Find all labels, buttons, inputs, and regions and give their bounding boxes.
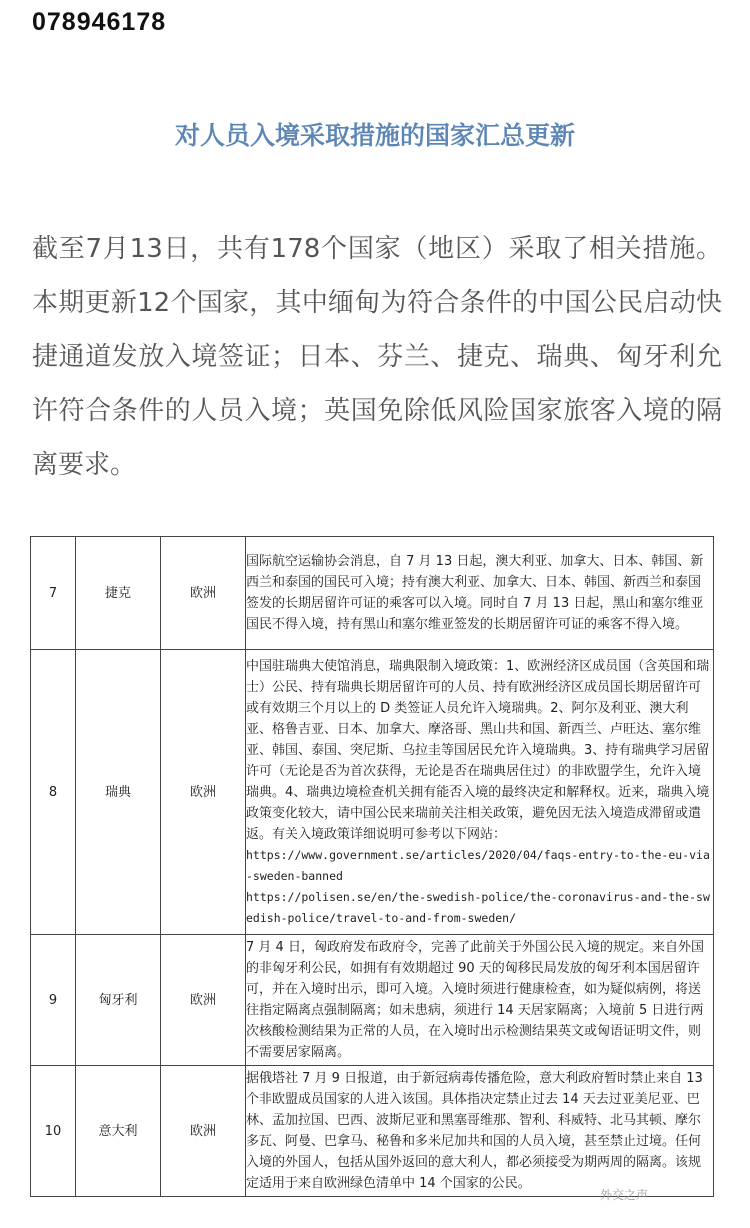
row-number: 10	[31, 1066, 76, 1197]
country-name: 匈牙利	[76, 935, 161, 1066]
measure-text: 7 月 4 日，匈政府发布政府令，完善了此前关于外国公民入境的规定。来自外国的非匈牙利公民，如拥有有效期超过 90 天的匈移民局发放的匈牙利本国居留许可，并在入境时出示，即可入境。入境时须进行健康检查，如为疑似病例，将送往指定隔离点强制隔离；如未患病，须进行 14 天居家隔离；入境前 5 日进行两次核酸检测结果为正常的人员，在入境时出示检测结果英文或匈语证明文件，则不需要居家隔离。	[246, 935, 714, 1066]
country-name: 捷克	[76, 537, 161, 650]
table-row	[31, 1066, 714, 1197]
row-number: 7	[31, 537, 76, 650]
country-name: 瑞典	[76, 650, 161, 935]
article-summary: 截至7月13日，共有178个国家（地区）采取了相关措施。本期更新12个国家，其中缅甸为符合条件的中国公民启动快捷通道发放入境签证；日本、芬兰、捷克、瑞典、匈牙利允许符合条件的人员入境；英国免除低风险国家旅客入境的隔离要求。	[32, 234, 722, 480]
row-number: 8	[31, 650, 76, 935]
document-id: 078946178	[32, 8, 167, 36]
country-name: 意大利	[76, 1066, 161, 1197]
row-number: 9	[31, 935, 76, 1066]
region-name: 欧洲	[161, 537, 246, 650]
measures-table-container	[30, 536, 714, 1197]
watermark: 外交之声	[600, 1188, 649, 1202]
measure-text: 据俄塔社 7 月 9 日报道，由于新冠病毒传播危险，意大利政府暂时禁止来自 13 个非欧盟成员国家的人进入该国。具体指决定禁止过去 14 天去过亚美尼亚、巴林、孟加拉国、巴西、波斯尼亚和黑塞哥维那、智利、科威特、北马其顿、摩尔多瓦、阿曼、巴拿马、秘鲁和多米尼加共和国的人员入境，甚至禁止过境。任何入境的外国人，包括从国外返回的意大利人，都必须接受为期两周的隔离。该规定适用于来自欧洲绿色清单中 14 个国家的公民。	[246, 1066, 714, 1197]
measures-table	[30, 536, 714, 1197]
measure-text: 国际航空运输协会消息，自 7 月 13 日起，澳大利亚、加拿大、日本、韩国、新西兰和泰国的国民可入境；持有澳大利亚、加拿大、日本、韩国、新西兰和泰国签发的长期居留许可证的乘客可以入境。同时自 7 月 13 日起，黑山和塞尔维亚国民不得入境，持有黑山和塞尔维亚签发的长期居留许可证的乘客不得入境。	[246, 537, 714, 650]
table-row	[31, 650, 714, 935]
region-name: 欧洲	[161, 1066, 246, 1197]
measure-cell	[246, 650, 714, 935]
region-name: 欧洲	[161, 935, 246, 1066]
table-row	[31, 537, 714, 650]
region-name: 欧洲	[161, 650, 246, 935]
measure-text: 中国驻瑞典大使馆消息，瑞典限制入境政策：1、欧洲经济区成员国（含英国和瑞士）公民、持有瑞典长期居留许可的人员、持有欧洲经济区成员国长期居留许可或有效期三个月以上的 D 类签证人员允许入境瑞典。2、阿尔及利亚、澳大利亚、格鲁吉亚、日本、加拿大、摩洛哥、黑山共和国、新西兰、卢旺达、塞尔维亚、韩国、泰国、突尼斯、乌拉圭等国居民允许入境瑞典。3、持有瑞典学习居留许可（无论是否为首次获得，无论是否在瑞典居住过）的非欧盟学生，允许入境瑞典。4、瑞典边境检查机关拥有能否入境的最终决定和解释权。近来，瑞典入境政策变化较大，请中国公民来瑞前关注相关政策，避免因无法入境造成滞留或遣返。有关入境政策详细说明可参考以下网站：	[246, 658, 710, 842]
table-row	[31, 935, 714, 1066]
reference-link-2[interactable]: https://polisen.se/en/the-swedish-police/the-coronavirus-and-the-swedish-police/travel-to-and-from-sweden/	[246, 889, 710, 925]
article-title: 对人员入境采取措施的国家汇总更新	[174, 121, 575, 150]
reference-link-1[interactable]: https://www.government.se/articles/2020/04/faqs-entry-to-the-eu-via-sweden-banned	[246, 847, 710, 883]
